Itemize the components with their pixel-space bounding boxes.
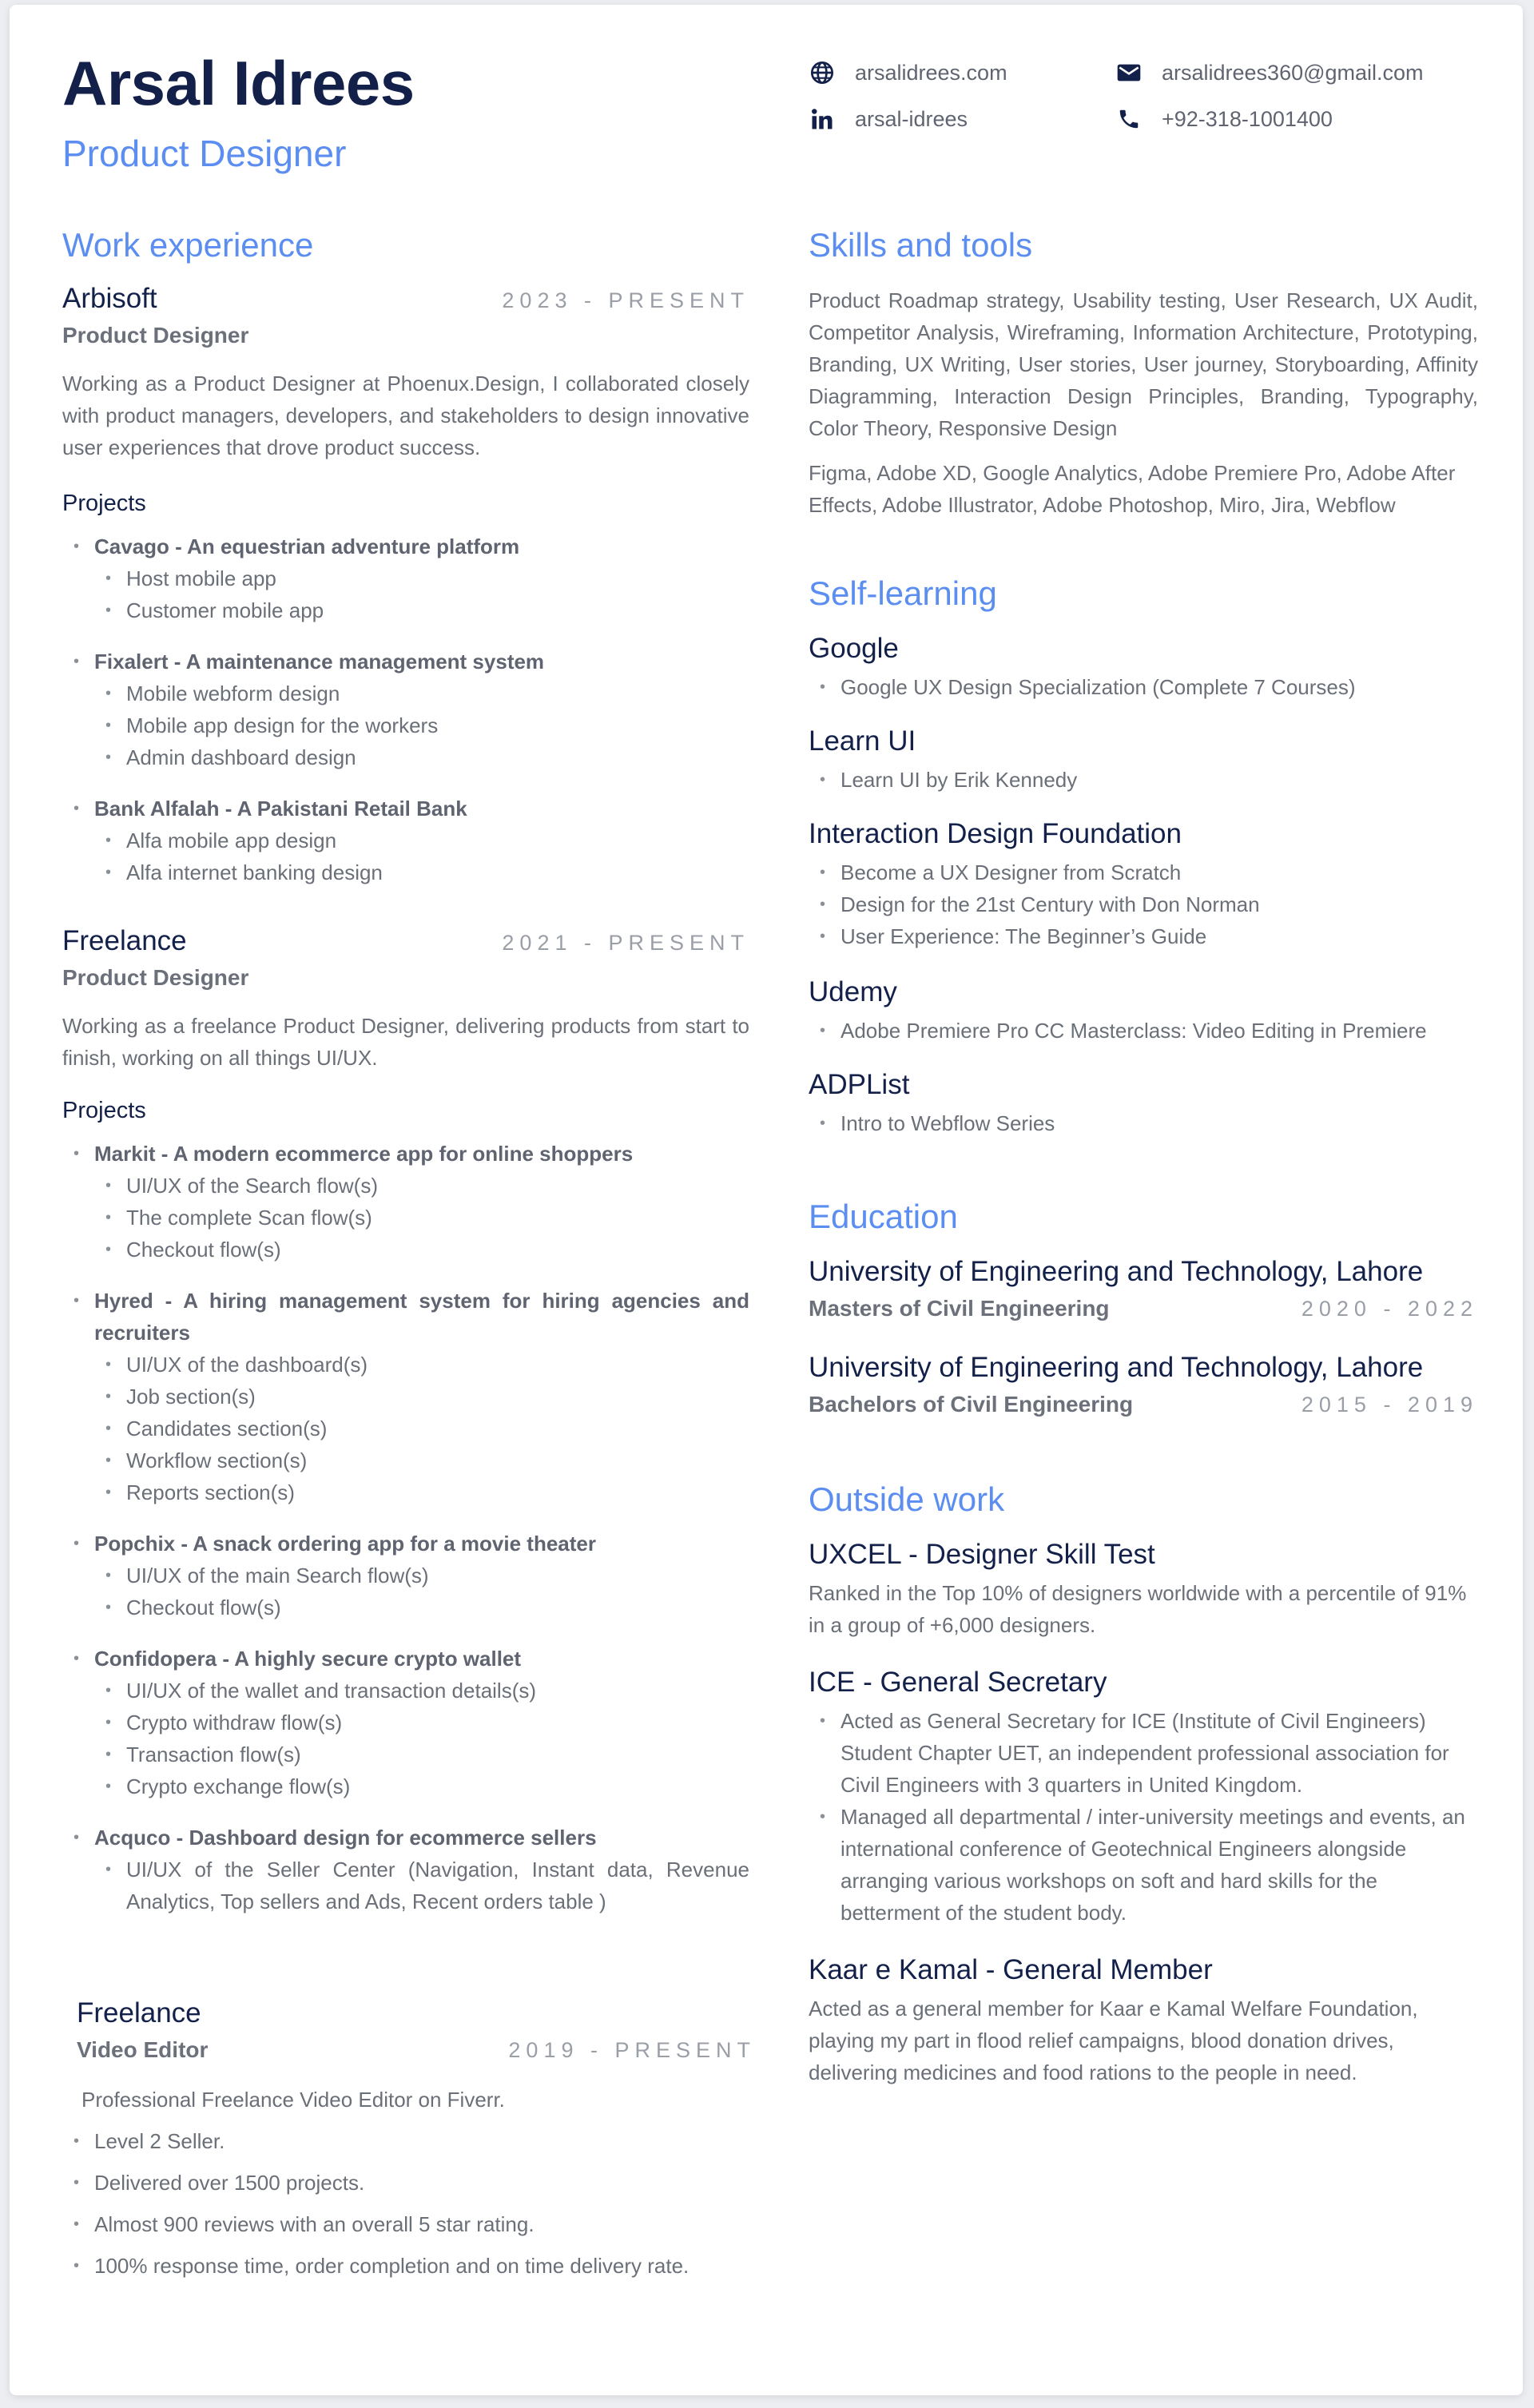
education-entry [809, 1350, 1478, 1421]
outside-title: Kaar e Kamal - General Member [809, 1954, 1213, 1985]
learning-item: • Google UX Design Specialization (Complete 7 Courses) [809, 671, 1478, 703]
project-subitem: • Admin dashboard design [94, 741, 749, 773]
learning-org: ADPList [809, 1069, 910, 1100]
project-subitem: • UI/UX of the main Search flow(s) [94, 1560, 749, 1591]
project-list [62, 530, 749, 888]
project-subitem: • Crypto exchange flow(s) [94, 1770, 749, 1802]
learning-learnui [809, 724, 1478, 796]
outside-title: ICE - General Secretary [809, 1667, 1107, 1698]
website-text: arsalidrees.com [855, 60, 1007, 85]
outside-ice [809, 1665, 1478, 1929]
project-item: • Bank Alfalah - A Pakistani Retail Bank • Alfa mobile app design • Alfa internet banking design [62, 793, 749, 888]
job-freelance-product [62, 924, 749, 1917]
resume-page [10, 5, 1523, 2395]
job-description: Professional Freelance Video Editor on Fiverr. [81, 2088, 505, 2112]
project-item: • Acquco - Dashboard design for ecommerce sellers • UI/UX of the Seller Center (Navigation, Instant data, Revenue Analytics, Top sellers and Ads, Recent orders table ) [62, 1822, 749, 1917]
project-list [62, 1138, 749, 1917]
linkedin-text: arsal-idrees [855, 106, 968, 131]
section-work-experience: Work experience [62, 226, 314, 264]
education-degree: Masters of Civil Engineering [809, 1296, 1110, 1321]
learning-org: Udemy [809, 976, 897, 1007]
section-self-learning: Self-learning [809, 574, 997, 612]
outside-text: Ranked in the Top 10% of designers worldwide with a percentile of 91% in a group of +6,000 designers. [809, 1581, 1467, 1637]
email-text: arsalidrees360@gmail.com [1162, 60, 1424, 85]
project-subitem: • The complete Scan flow(s) [94, 1202, 749, 1234]
contact-linkedin[interactable] [809, 105, 968, 133]
job-org: Freelance [62, 925, 187, 956]
outside-item: • Managed all departmental / inter-university meetings and events, an international conference of Geotechnical Engineers alongside arranging various workshops on soft and hard skills for the betterment of the student body. [809, 1801, 1478, 1929]
project-item: • Fixalert - A maintenance management system • Mobile webform design • Mobile app design for the workers • Admin dashboard design [62, 646, 749, 773]
learning-udemy [809, 975, 1478, 1047]
project-subitem: • Job section(s) [94, 1381, 749, 1413]
learning-adplist [809, 1067, 1478, 1139]
learning-item: • Become a UX Designer from Scratch [809, 856, 1478, 888]
education-school: University of Engineering and Technology, Lahore [809, 1256, 1424, 1287]
bullet-item: • Delivered over 1500 projects. [62, 2167, 756, 2199]
globe-icon [809, 59, 836, 86]
projects-heading: Projects [62, 491, 146, 516]
job-description: Working as a Product Designer at Phoenux.Design, I collaborated closely with product managers, developers, and stakeholders to design innovative user experiences that drove product success. [62, 372, 749, 459]
job-date: 2019 - PRESENT [508, 2038, 756, 2062]
project-subitem: • Transaction flow(s) [94, 1738, 749, 1770]
job-date: 2023 - PRESENT [502, 288, 749, 312]
left-column [62, 45, 756, 2278]
education-date: 2020 - 2022 [1301, 1297, 1478, 1321]
job-role: Product Designer [62, 965, 249, 990]
project-subitem: • Checkout flow(s) [94, 1234, 749, 1266]
outside-kaar [809, 1953, 1478, 2088]
project-subitem: • Crypto withdraw flow(s) [94, 1707, 749, 1738]
outside-item: • Acted as General Secretary for ICE (Institute of Civil Engineers) Student Chapter UET, an independent professional association for Civil Engineers with 3 quarters in United Kingdom. [809, 1705, 1478, 1801]
skills-text: Product Roadmap strategy, Usability testing, User Research, UX Audit, Competitor Analysis, Wireframing, Information Architecture, Prototyping, Branding, UX Writing, User stories, User journey, Storyboarding, Affinity Diagramming, Interaction Design Principles, Branding, Typography, Color Theory, Responsive Design [809, 288, 1478, 440]
project-subitem: • Reports section(s) [94, 1476, 749, 1508]
outside-text: Acted as a general member for Kaar e Kamal Welfare Foundation, playing my part in flood relief campaigns, blood donation drives, delivering medicines and food rations to the people in need. [809, 1997, 1418, 2084]
job-role: Product Designer [62, 323, 249, 348]
job-freelance-video [77, 1996, 756, 2282]
education-degree: Bachelors of Civil Engineering [809, 1392, 1134, 1417]
bullet-item: • Level 2 Seller. [62, 2125, 756, 2157]
job-org: Freelance [77, 1997, 201, 2029]
project-subitem: • Host mobile app [94, 562, 749, 594]
phone-text: +92-318-1001400 [1162, 106, 1333, 131]
project-subitem: • Mobile app design for the workers [94, 709, 749, 741]
project-subitem: • UI/UX of the Seller Center (Navigation, Instant data, Revenue Analytics, Top sellers and Ads, Recent orders table ) [94, 1854, 749, 1917]
phone-icon [1115, 105, 1143, 133]
learning-idf [809, 817, 1478, 952]
project-subitem: • UI/UX of the dashboard(s) [94, 1349, 749, 1381]
outside-title: UXCEL - Designer Skill Test [809, 1539, 1155, 1570]
mail-icon [1115, 59, 1143, 86]
project-subitem: • Alfa internet banking design [94, 856, 749, 888]
job-role: Video Editor [77, 2037, 209, 2062]
section-education: Education [809, 1198, 958, 1235]
projects-heading: Projects [62, 1098, 146, 1123]
job-date: 2021 - PRESENT [502, 931, 749, 955]
project-item: • Confidopera - A highly secure crypto wallet • UI/UX of the wallet and transaction details(s) • Crypto withdraw flow(s) • Transaction flow(s) • Crypto exchange flow(s) [62, 1643, 749, 1802]
contact-website[interactable] [809, 59, 1007, 86]
learning-item: • User Experience: The Beginner’s Guide [809, 920, 1478, 952]
learning-item: • Adobe Premiere Pro CC Masterclass: Video Editing in Premiere [809, 1015, 1478, 1047]
linkedin-icon [809, 105, 836, 133]
project-subitem: • UI/UX of the wallet and transaction details(s) [94, 1675, 749, 1707]
project-subitem: • Alfa mobile app design [94, 825, 749, 856]
contact-block [809, 45, 1478, 141]
project-item: • Markit - A modern ecommerce app for online shoppers • UI/UX of the Search flow(s) • The complete Scan flow(s) • Checkout flow(s) [62, 1138, 749, 1266]
learning-google [809, 631, 1478, 703]
outside-uxcel [809, 1537, 1478, 1641]
contact-phone[interactable] [1115, 105, 1333, 133]
learning-item: • Intro to Webflow Series [809, 1107, 1478, 1139]
job-org: Arbisoft [62, 283, 157, 314]
project-item: • Hyred - A hiring management system for hiring agencies and recruiters • UI/UX of the dashboard(s) • Job section(s) • Candidates section(s) • Workflow section(s) • Reports section(s) [62, 1285, 749, 1508]
learning-org: Interaction Design Foundation [809, 818, 1182, 849]
education-date: 2015 - 2019 [1301, 1393, 1478, 1417]
project-subitem: • Customer mobile app [94, 594, 749, 626]
section-outside-work: Outside work [809, 1480, 1005, 1518]
project-subitem: • Checkout flow(s) [94, 1591, 749, 1623]
project-subitem: • Mobile webform design [94, 677, 749, 709]
learning-item: • Learn UI by Erik Kennedy [809, 764, 1478, 796]
video-bullets [62, 2125, 756, 2282]
contact-email[interactable] [1115, 59, 1424, 86]
bullet-item: • Almost 900 reviews with an overall 5 star rating. [62, 2208, 756, 2240]
right-column [809, 45, 1478, 2084]
project-subitem: • Candidates section(s) [94, 1413, 749, 1444]
project-subitem: • UI/UX of the Search flow(s) [94, 1170, 749, 1202]
name-heading: Arsal Idrees [62, 48, 415, 118]
job-title: Product Designer [62, 133, 347, 174]
section-skills: Skills and tools [809, 226, 1033, 264]
project-subitem: • Workflow section(s) [94, 1444, 749, 1476]
job-description: Working as a freelance Product Designer, delivering products from start to finish, working on all things UI/UX. [62, 1014, 749, 1070]
education-school: University of Engineering and Technology, Lahore [809, 1352, 1424, 1383]
tools-text: Figma, Adobe XD, Google Analytics, Adobe Premiere Pro, Adobe After Effects, Adobe Illustrator, Adobe Photoshop, Miro, Jira, Webflow [809, 461, 1456, 517]
bullet-item: • 100% response time, order completion and on time delivery rate. [62, 2250, 756, 2282]
job-arbisoft [62, 281, 749, 888]
learning-org: Google [809, 633, 899, 664]
project-item: • Cavago - An equestrian adventure platform • Host mobile app • Customer mobile app [62, 530, 749, 626]
learning-org: Learn UI [809, 725, 916, 757]
project-item: • Popchix - A snack ordering app for a movie theater • UI/UX of the main Search flow(s) • Checkout flow(s) [62, 1528, 749, 1623]
education-entry [809, 1254, 1478, 1325]
learning-item: • Design for the 21st Century with Don Norman [809, 888, 1478, 920]
